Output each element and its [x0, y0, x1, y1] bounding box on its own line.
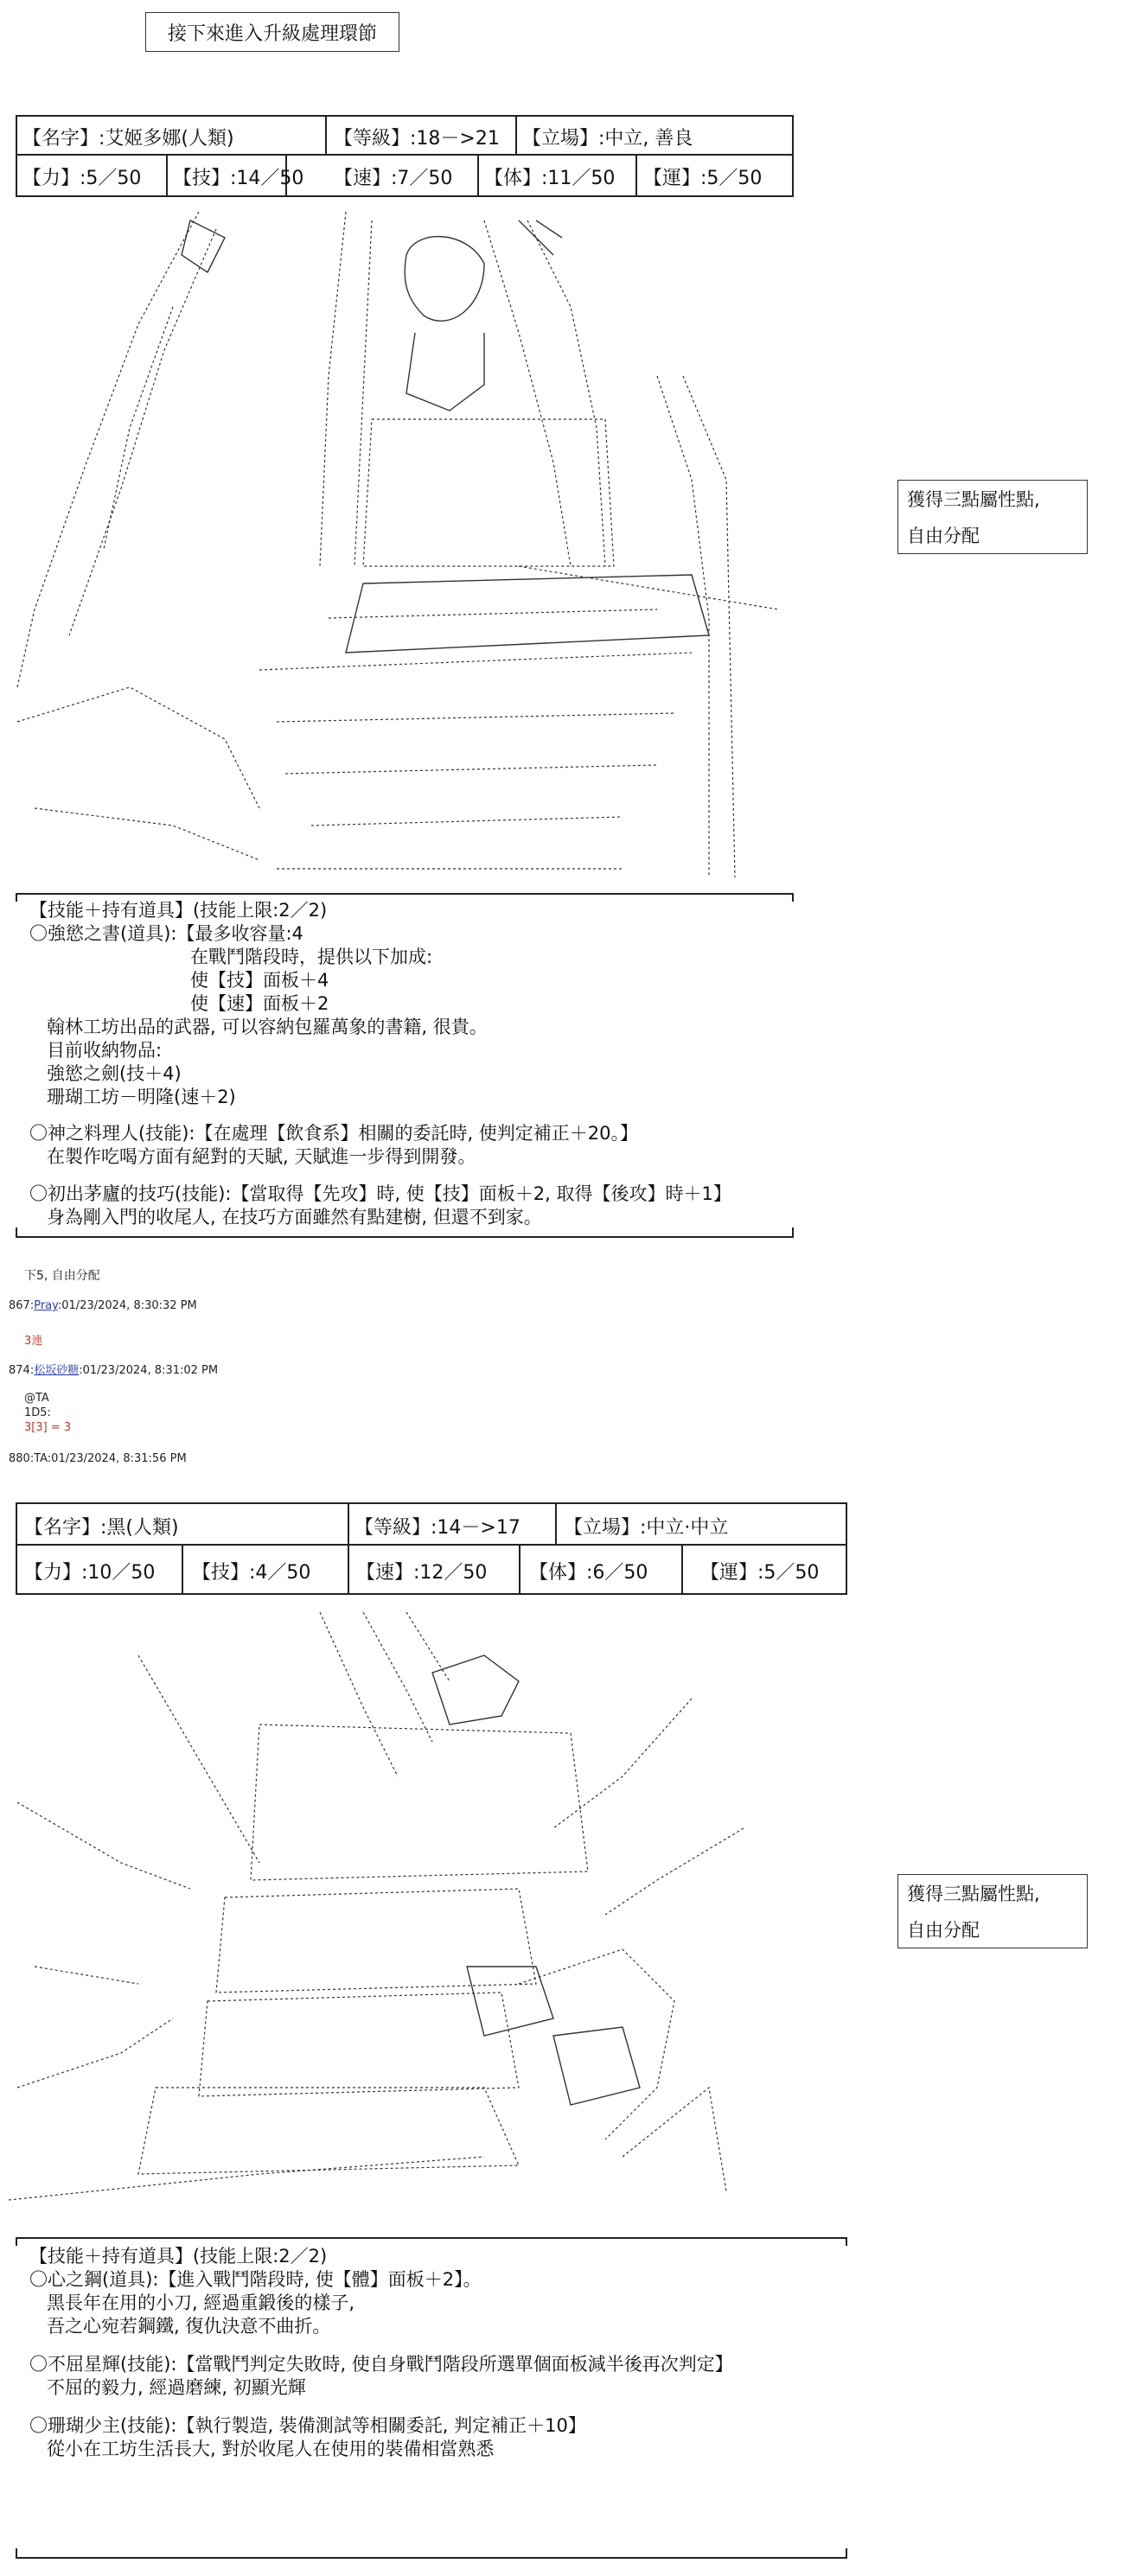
post-body: 3連: [24, 1335, 43, 1348]
char1-skills-header: 【技能＋持有道具】(技能上限:2／2): [29, 900, 328, 921]
post-time: :01/23/2024, 8:30:32 PM: [57, 1299, 197, 1312]
char2-name: 【名字】:黑(人類): [24, 1517, 179, 1539]
char1-skill-line: 在戰鬥階段時，提供以下加成:: [190, 947, 433, 967]
char2-skills-header: 【技能＋持有道具】(技能上限:2／2): [29, 2246, 328, 2267]
post-author-link[interactable]: 松坂砂糖: [34, 1364, 80, 1377]
char1-skill-desc: 翰林工坊出品的武器, 可以容納包羅萬象的書籍, 很貴。: [47, 1017, 488, 1037]
post-header: 880:TA:01/23/2024, 8:31:56 PM: [9, 1452, 187, 1465]
post-time: :01/23/2024, 8:31:02 PM: [79, 1364, 219, 1377]
char1-stat-luck: 【運】:5／50: [643, 168, 763, 189]
char2-skill-star: 〇不屈星輝(技能):【當戰鬥判定失敗時, 使自身戰鬥階段所選單個面板減半後再次判定】: [29, 2354, 733, 2375]
char2-skill-steel: 〇心之鋼(道具):【進入戰鬥階段時, 使【體】面板＋2】。: [29, 2269, 482, 2290]
char2-stat-tech: 【技】:4／50: [192, 1562, 311, 1584]
char1-skill-line: 使【技】面板＋4: [190, 970, 329, 991]
char1-side-box: [897, 480, 1088, 554]
thread-note: 下5, 自由分配: [24, 1269, 100, 1283]
char1-ascii-art: [0, 203, 804, 895]
char1-skill-item: 〇強慾之書(道具):【最多收容量:4: [29, 923, 303, 944]
char2-side-line-1: 獲得三點屬性點,: [907, 1884, 1040, 1904]
char2-stat-con: 【体】:6／50: [529, 1562, 648, 1584]
char1-skill-line: 使【速】面板＋2: [190, 993, 329, 1014]
char1-stat-spd: 【速】:7／50: [334, 168, 453, 189]
char1-skill-desc: 身為剛入門的收尾人, 在技巧方面雖然有點建樹, 但還不到家。: [47, 1207, 542, 1227]
post-number: 874:: [9, 1364, 35, 1377]
post-number: 867:: [9, 1299, 35, 1312]
dice-total: = 3: [47, 1421, 72, 1434]
char1-stat-tech: 【技】:14／50: [173, 168, 304, 189]
char1-skill-desc: 目前收納物品:: [47, 1040, 163, 1061]
char2-skill-coral: 〇珊瑚少主(技能):【執行製造, 裝備測試等相關委託, 判定補正＋10】: [29, 2415, 586, 2436]
post-body: 1D5:: [24, 1406, 51, 1419]
char2-stat-spd: 【速】:12／50: [356, 1562, 488, 1584]
char2-stance: 【立場】:中立·中立: [564, 1517, 729, 1539]
char2-skill-desc: 吾之心宛若鋼鐵, 復仇決意不曲折。: [47, 2316, 331, 2337]
char2-stat-luck: 【運】:5／50: [700, 1562, 820, 1584]
char1-level: 【等級】:18－>21: [334, 128, 500, 150]
char2-side-box: [897, 1874, 1088, 1948]
post-header: [9, 1299, 197, 1312]
char2-level: 【等級】:14－>17: [354, 1517, 520, 1539]
char1-skill-desc: 在製作吃喝方面有絕對的天賦, 天賦進一步得到開發。: [47, 1146, 476, 1167]
char1-skill-desc: 強慾之劍(技＋4): [47, 1063, 182, 1084]
post-body: @TA: [24, 1392, 49, 1405]
char1-skill-cook: 〇神之料理人(技能):【在處理【飲食系】相關的委託時, 使判定補正＋20。】: [29, 1123, 639, 1144]
char2-stat-str: 【力】:10／50: [24, 1562, 156, 1584]
char1-name: 【名字】:艾姬多娜(人類): [22, 128, 234, 150]
post-header: [9, 1361, 218, 1377]
char1-skill-desc: 珊瑚工坊－明隆(速＋2): [47, 1087, 236, 1107]
char2-skill-desc: 從小在工坊生活長大, 對於收尾人在使用的裝備相當熟悉: [47, 2439, 495, 2459]
char1-stat-str: 【力】:5／50: [22, 168, 142, 189]
char1-side-line-2: 自由分配: [907, 526, 980, 546]
char1-skill-novice: 〇初出茅廬的技巧(技能):【當取得【先攻】時, 使【技】面板＋2, 取得【後攻】時＋1】: [29, 1183, 731, 1204]
char2-side-line-2: 自由分配: [907, 1920, 980, 1941]
dice-roll: 3[3]: [24, 1421, 48, 1434]
post-dice-result: [24, 1421, 71, 1434]
char1-stance: 【立場】:中立, 善良: [522, 128, 693, 150]
char1-stat-con: 【体】:11／50: [484, 168, 616, 189]
post-author-link[interactable]: Pray: [34, 1299, 58, 1312]
char2-ascii-art: [0, 1604, 761, 2235]
page-title: 接下來進入升級處理環節: [145, 12, 399, 52]
char2-skill-desc: 黑長年在用的小刀, 經過重鍛後的樣子,: [47, 2292, 355, 2313]
char2-skill-desc: 不屈的毅力, 經過磨練, 初顯光輝: [47, 2377, 306, 2398]
char1-side-line-1: 獲得三點屬性點,: [907, 489, 1040, 510]
